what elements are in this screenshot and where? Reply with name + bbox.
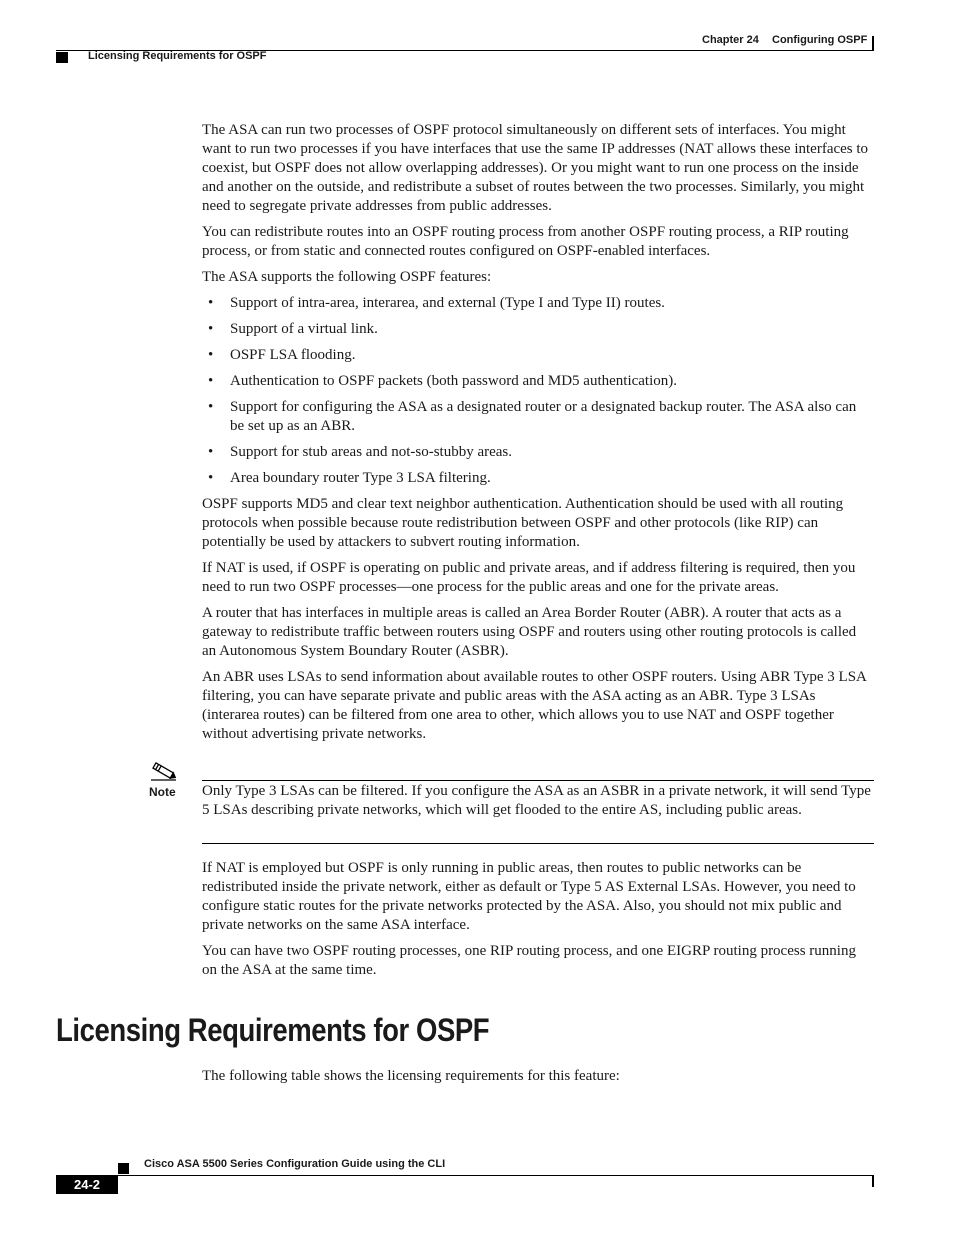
feature-text: Authentication to OSPF packets (both password and MD5 authentication).: [230, 373, 678, 389]
paragraph-md5-auth: OSPF supports MD5 and clear text neighbor authentication. Authentication should be used with all routing protocols when possible because route redistribution between OSPF and other protocols (like RIP) can potentially be used by attackers to subvert routing information.: [202, 496, 844, 550]
page-number: 24-2: [56, 1175, 118, 1194]
feature-text: Support for configuring the ASA as a designated router or a designated backup router. The ASA also can be set up as an ABR.: [230, 399, 857, 434]
bullet-icon: •: [208, 347, 214, 363]
feature-text: Area boundary router Type 3 LSA filtering.: [230, 470, 491, 486]
list-item: [202, 346, 874, 365]
list-item: [202, 469, 874, 488]
paragraph-abr-lsa: An ABR uses LSAs to send information about available routes to other OSPF routers. Using ABR Type 3 LSA filtering, you can have separate private and public areas with the ASA acting as an ABR. Type 3 LSAs (interarea routes) can be filtered from one area to other, which allows you to use NAT and OSPF together without advertising private networks.: [202, 669, 867, 742]
body-content: [202, 121, 874, 751]
paragraph-nat-public: If NAT is employed but OSPF is only running in public areas, then routes to public networks can be redistributed inside the private network, either as default or Type 5 AS External LSAs. However, you need to configure static routes for the private networks protected by the ASA. Also, you should not mix public and private networks on the same ASA interface.: [202, 860, 856, 933]
footer-rule: [118, 1175, 874, 1176]
list-item: [202, 443, 874, 462]
header-square-marker: [56, 52, 68, 63]
bullet-icon: •: [208, 373, 214, 389]
header-chapter-title: Configuring OSPF: [772, 34, 868, 46]
bullet-icon: •: [208, 295, 214, 311]
header-right-bar: [872, 36, 874, 50]
feature-text: Support of intra-area, interarea, and external (Type I and Type II) routes.: [230, 295, 665, 311]
feature-text: Support for stub areas and not-so-stubby areas.: [230, 444, 513, 460]
header-chapter-number: Chapter 24: [702, 34, 759, 46]
body-content-continued: [202, 859, 874, 987]
footer-square-marker: [118, 1163, 129, 1174]
section-heading: Licensing Requirements for OSPF: [56, 1012, 490, 1048]
list-item: [202, 398, 874, 436]
feature-text: OSPF LSA flooding.: [230, 347, 356, 363]
paragraph-nat-two-processes: If NAT is used, if OSPF is operating on public and private areas, and if address filtering is required, then you need to run two OSPF processes—one process for the public areas and one for the private areas.: [202, 560, 856, 595]
section-intro: The following table shows the licensing requirements for this feature:: [202, 1068, 620, 1084]
footer-right-bar: [872, 1175, 874, 1187]
bullet-icon: •: [208, 470, 214, 486]
list-item: [202, 320, 874, 339]
bullet-icon: •: [208, 399, 214, 415]
paragraph-two-processes: The ASA can run two processes of OSPF protocol simultaneously on different sets of interfaces. You might want to run two processes if you have interfaces that use the same IP addresses (NAT allows these interfaces to coexist, but OSPF does not allow overlapping addresses). Or you might want to run one process on the inside and another on the outside, and redistribute a subset of routes between the two processes. Similarly, you might need to segregate private addresses from public addresses.: [202, 122, 869, 214]
bullet-icon: •: [208, 321, 214, 337]
paragraph-features-intro: The ASA supports the following OSPF features:: [202, 269, 492, 285]
feature-list: [202, 294, 874, 488]
bullet-icon: •: [208, 444, 214, 460]
paragraph-concurrent-processes: You can have two OSPF routing processes, one RIP routing process, and one EIGRP routing process running on the ASA at the same time.: [202, 943, 856, 978]
pencil-icon: [150, 760, 178, 782]
note-text: Only Type 3 LSAs can be filtered. If you configure the ASA as an ASBR in a private network, it will send Type 5 LSAs describing private networks, which will get flooded to the entire AS, including public areas.: [202, 783, 871, 818]
footer-guide-title: Cisco ASA 5500 Series Configuration Guide using the CLI: [144, 1158, 446, 1170]
note-label: Note: [149, 785, 176, 799]
paragraph-redistribute: You can redistribute routes into an OSPF routing process from another OSPF routing process, a RIP routing process, or from static and connected routes configured on OSPF-enabled interfaces.: [202, 224, 849, 259]
header-section-title: Licensing Requirements for OSPF: [88, 50, 267, 62]
paragraph-abr-asbr: A router that has interfaces in multiple areas is called an Area Border Router (ABR). A router that acts as a gateway to redistribute traffic between routers using OSPF and routers using other routing protocols is called an Autonomous System Boundary Router (ASBR).: [202, 605, 857, 659]
note-top-rule: [202, 780, 874, 781]
feature-text: Support of a virtual link.: [230, 321, 378, 337]
list-item: [202, 294, 874, 313]
note-bottom-rule: [202, 843, 874, 844]
list-item: [202, 372, 874, 391]
